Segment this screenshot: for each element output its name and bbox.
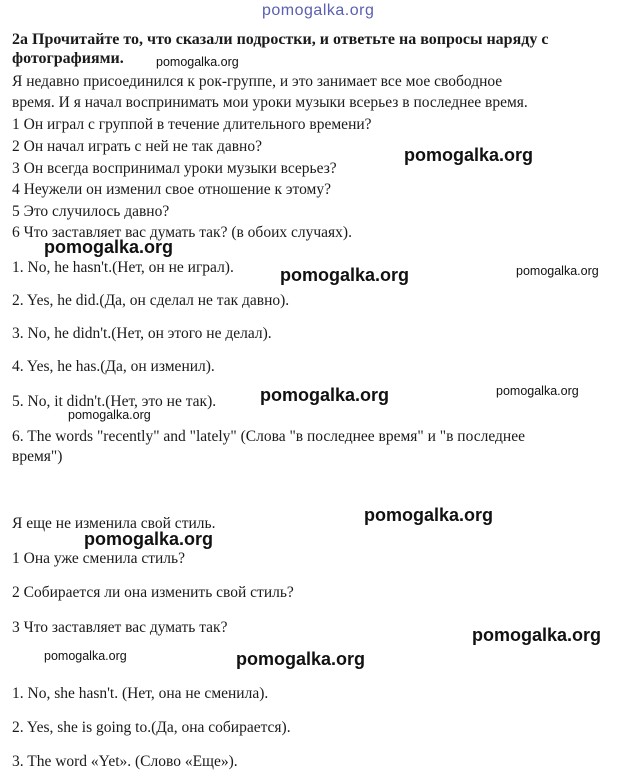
question-item: 1 Он играл с группой в течение длительного времени? <box>12 116 372 133</box>
question-item: 1 Она уже сменила стиль? <box>12 550 185 567</box>
watermark: pomogalka.org <box>44 237 174 257</box>
question-item: 5 Это случилось давно? <box>12 203 170 220</box>
watermark: pomogalka.org <box>364 505 494 525</box>
exercise-title: 2a Прочитайте то, что сказали подростки, и ответьте на вопросы наряду с фотографиями. <box>12 31 549 67</box>
teen-text-line: Я еще не изменила свой стиль. <box>12 515 216 532</box>
watermark: pomogalka.org <box>44 649 127 663</box>
watermark: pomogalka.org <box>496 384 579 398</box>
answer-item: 2. Yes, she is going to.(Да, она собирается). <box>12 719 291 736</box>
watermark: pomogalka.org <box>516 264 599 278</box>
watermark: pomogalka.org <box>84 529 214 549</box>
answer-item: время") <box>12 448 63 465</box>
watermark: pomogalka.org <box>68 408 151 422</box>
watermark: pomogalka.org <box>260 385 390 405</box>
question-item: 4 Неужели он изменил свое отношение к этому? <box>12 181 331 198</box>
teen-text-line: время. И я начал воспринимать мои уроки музыки всерьез в последнее время. <box>12 94 528 111</box>
watermark: pomogalka.org <box>280 265 410 285</box>
answer-item: 5. No, it didn't.(Нет, это не так). <box>12 393 217 410</box>
answer-item: 3. No, he didn't.(Нет, он этого не делал). <box>12 325 272 342</box>
teen-text-line: Я недавно присоединился к рок-группе, и это занимает все мое свободное <box>12 73 503 90</box>
answer-item: 1. No, she hasn't. (Нет, она не сменила). <box>12 685 269 702</box>
watermark: pomogalka.org <box>404 145 534 165</box>
answer-item: 6. The words "recently" and "lately" (Слова "в последнее время" и "в последнее <box>12 428 525 445</box>
answer-item: 4. Yes, he has.(Да, он изменил). <box>12 358 215 375</box>
watermark: pomogalka.org <box>472 625 602 645</box>
question-item: 2 Он начал играть с ней не так давно? <box>12 138 262 155</box>
site-header-logo[interactable]: pomogalka.org <box>262 2 375 19</box>
question-item: 6 Что заставляет вас думать так? (в обоих случаях). <box>12 224 352 241</box>
watermark: pomogalka.org <box>156 55 239 69</box>
answer-item: 2. Yes, he did.(Да, он сделал не так давно). <box>12 292 290 309</box>
answer-item: 1. No, he hasn't.(Нет, он не играл). <box>12 259 234 276</box>
question-item: 2 Собирается ли она изменить свой стиль? <box>12 584 294 601</box>
question-item: 3 Что заставляет вас думать так? <box>12 619 228 636</box>
watermark: pomogalka.org <box>236 649 366 669</box>
answer-item: 3. The word «Yet». (Слово «Еще»). <box>12 753 238 770</box>
question-item: 3 Он всегда воспринимал уроки музыки всерьез? <box>12 160 337 177</box>
